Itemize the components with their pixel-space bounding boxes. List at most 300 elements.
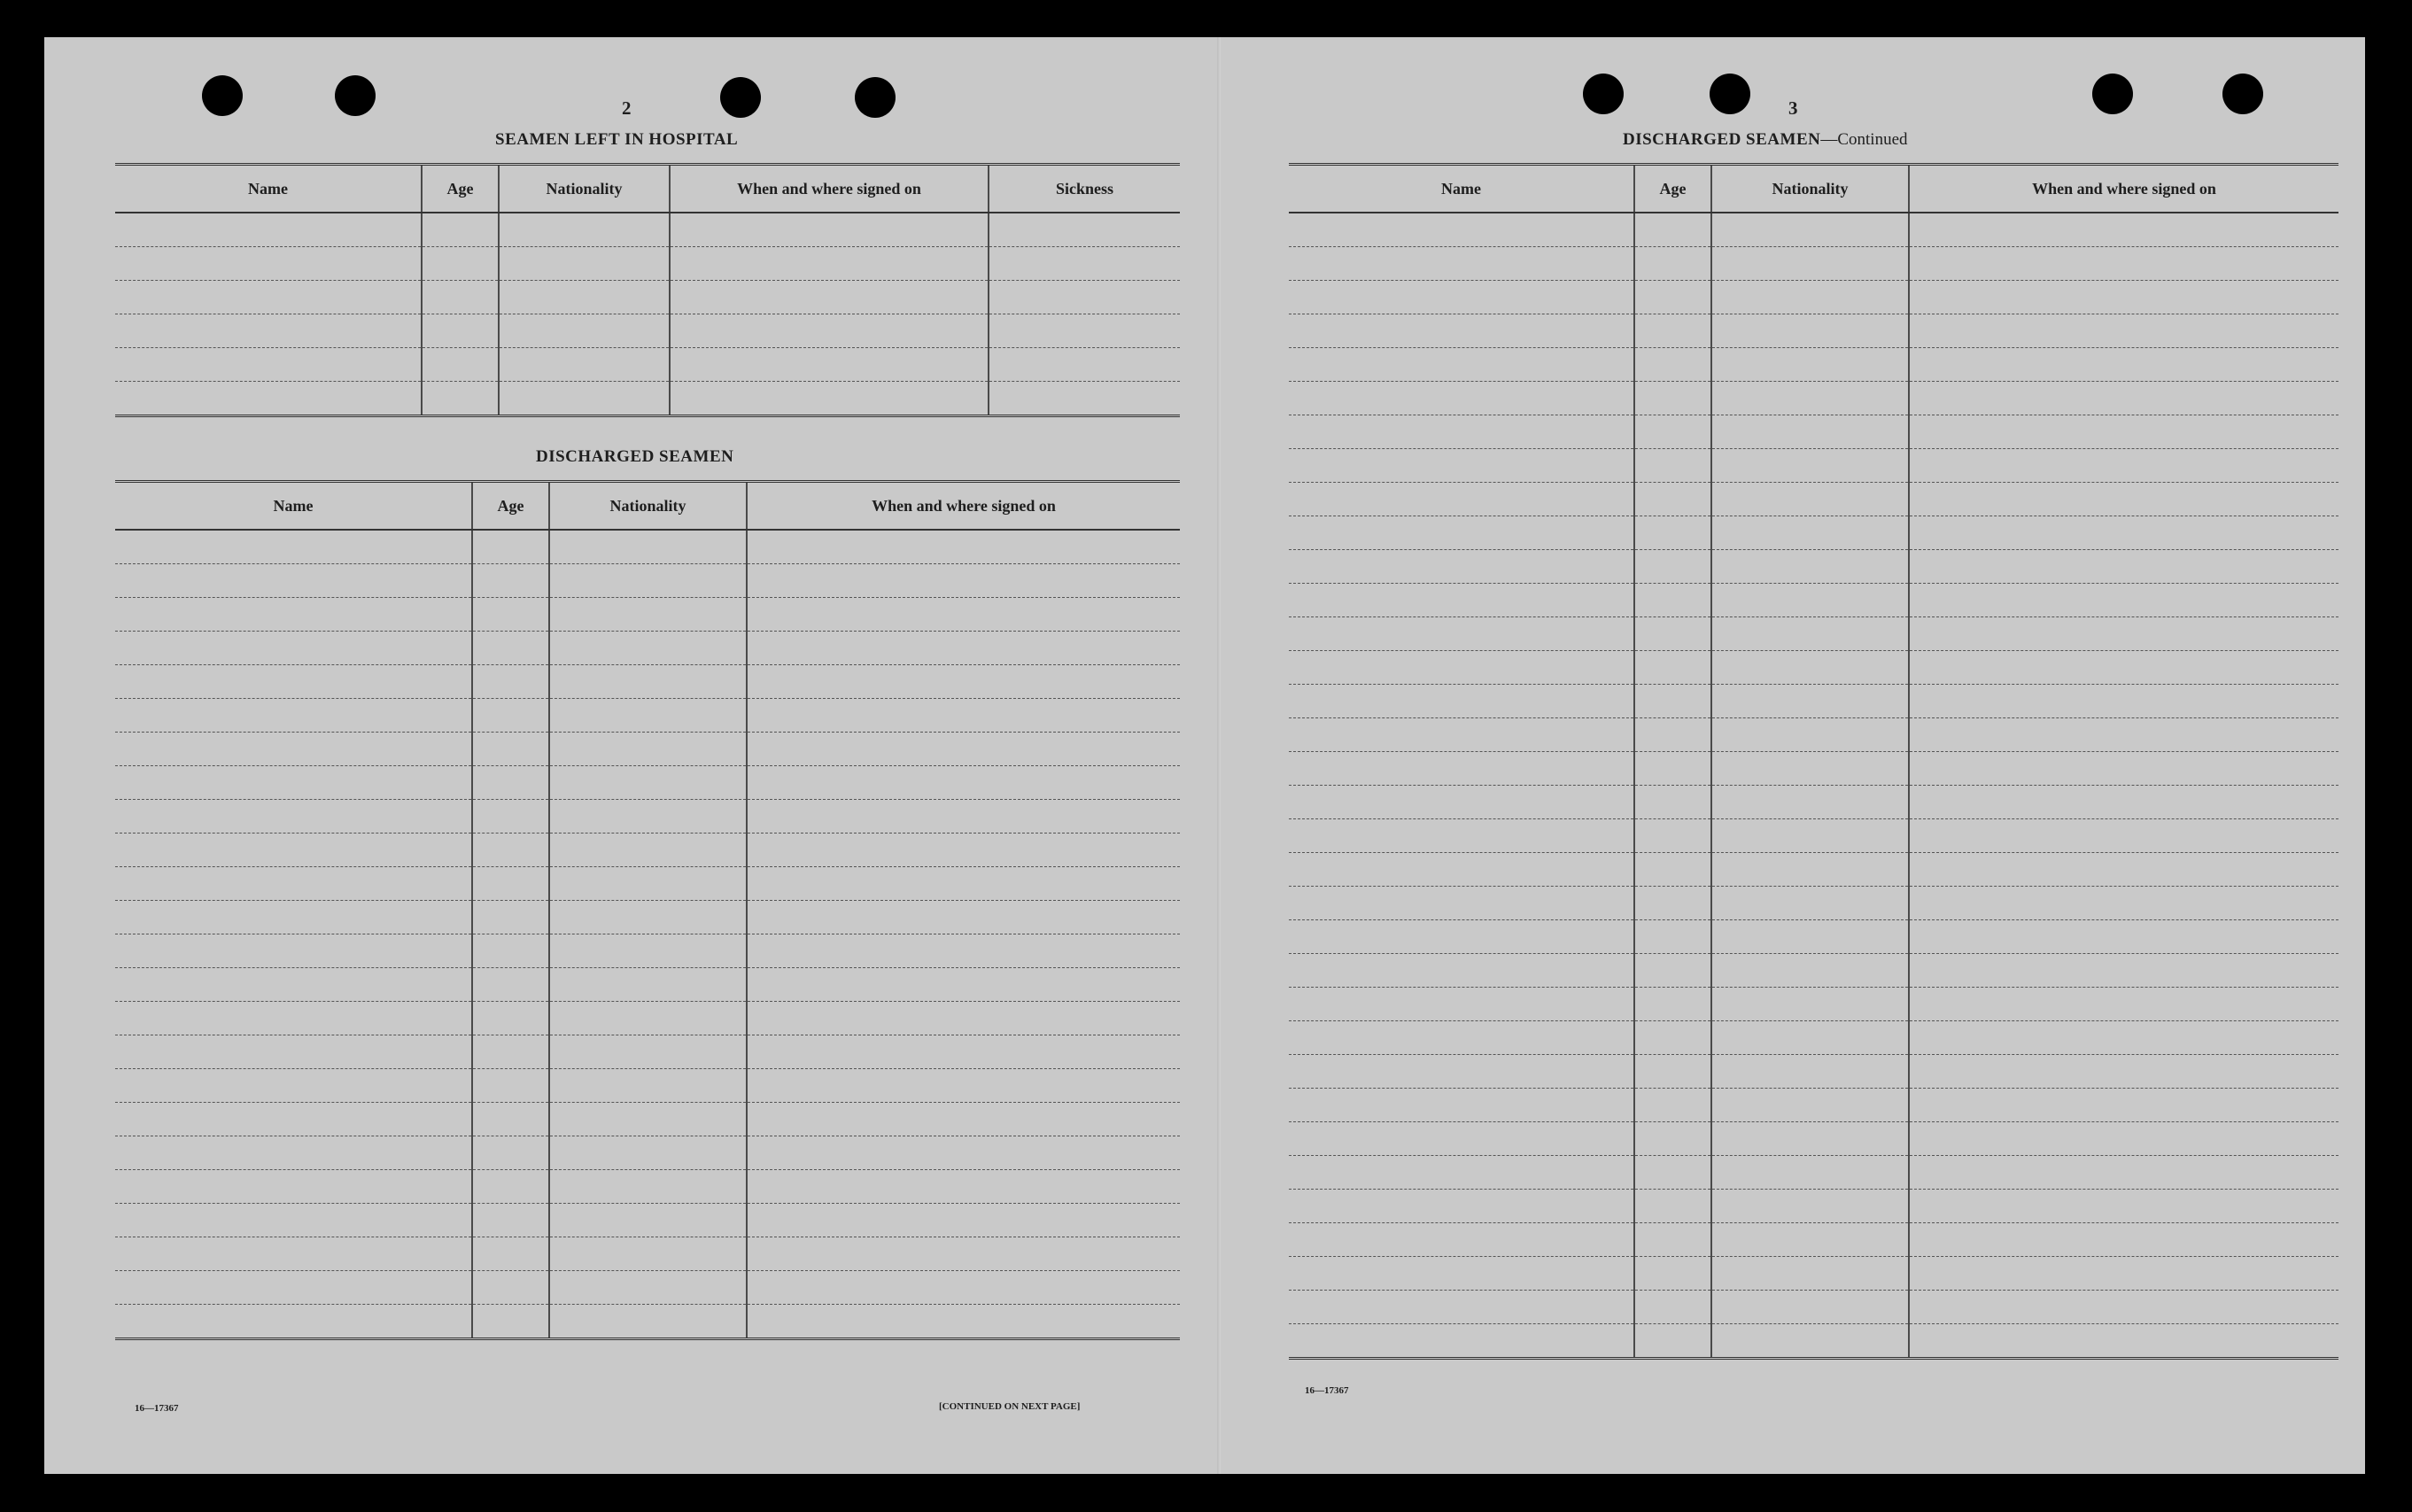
table-cell [115,1237,472,1271]
punch-hole [1583,74,1624,114]
table-cell [422,213,499,247]
table-cell [1711,819,1909,853]
table-cell [1289,483,1634,516]
table-row [115,1136,1180,1170]
table-row [115,1170,1180,1204]
table-cell [1289,281,1634,314]
table-cell [989,213,1180,247]
table-cell [1289,920,1634,954]
table-cell [1909,1055,2338,1089]
table-cell [747,1170,1180,1204]
table-cell [472,564,549,598]
table-row [115,598,1180,632]
table-cell [1711,550,1909,584]
table-cell [670,348,989,382]
hospital-section-title: SEAMEN LEFT IN HOSPITAL [495,130,739,149]
table-cell [115,598,472,632]
table-row [1289,1122,2338,1156]
table-cell [1289,415,1634,449]
table-row [115,733,1180,766]
table-cell [1634,348,1711,382]
table-cell [1634,752,1711,786]
table-row [115,1002,1180,1035]
table-cell [472,1002,549,1035]
table-cell [1909,382,2338,415]
table-cell [1909,1257,2338,1291]
table-cell [1909,718,2338,752]
table-row [115,901,1180,934]
table-cell [472,1204,549,1237]
table-cell [1711,516,1909,550]
table-cell [747,598,1180,632]
table-cell [115,699,472,733]
table-row [115,1204,1180,1237]
table-cell [115,1204,472,1237]
table-cell [1289,1257,1634,1291]
table-cell [747,1271,1180,1305]
column-header: Nationality [549,482,747,531]
table-row [1289,1156,2338,1190]
table-cell [747,1035,1180,1069]
table-cell [1634,1156,1711,1190]
discharged-seamen-table [115,480,1180,1340]
table-cell [472,834,549,867]
table-cell [115,1035,472,1069]
table-row [115,800,1180,834]
table-cell [472,934,549,968]
table-row [115,314,1180,348]
table-cell [747,530,1180,564]
column-header: When and where signed on [747,482,1180,531]
table-cell [499,247,670,281]
table-cell [1634,382,1711,415]
column-header: Name [1289,165,1634,213]
table-cell [670,247,989,281]
table-cell [1711,1089,1909,1122]
table-cell [1909,1324,2338,1359]
table-row [1289,1324,2338,1359]
table-cell [115,968,472,1002]
table-row [115,382,1180,416]
table-cell [1634,247,1711,281]
table-row [1289,954,2338,988]
table-cell [1634,1055,1711,1089]
table-row [1289,382,2338,415]
table-cell [549,598,747,632]
table-cell [472,968,549,1002]
table-cell [549,1170,747,1204]
table-cell [747,867,1180,901]
table-cell [472,1069,549,1103]
table-cell [472,1271,549,1305]
table-cell [115,733,472,766]
table-cell [472,766,549,800]
table-cell [1711,584,1909,617]
table-row [115,1305,1180,1339]
table-row [1289,550,2338,584]
column-header: When and where signed on [1909,165,2338,213]
continued-suffix: —Continued [1820,130,1908,149]
table-cell [747,699,1180,733]
table-cell [1289,752,1634,786]
table-cell [1634,988,1711,1021]
table-cell [1711,1291,1909,1324]
table-cell [549,564,747,598]
table-cell [1909,920,2338,954]
table-cell [115,530,472,564]
table-cell [549,665,747,699]
table-cell [670,213,989,247]
table-cell [1711,247,1909,281]
table-row [115,867,1180,901]
discharged-continued-section-title [1623,130,1908,150]
table-cell [747,564,1180,598]
table-cell [1634,483,1711,516]
discharged-seamen-continued-table [1289,163,2338,1360]
table-cell [472,1103,549,1136]
table-cell [1289,853,1634,887]
table-cell [499,213,670,247]
table-cell [1711,449,1909,483]
table-row [1289,1089,2338,1122]
table-cell [549,1069,747,1103]
table-cell [1289,348,1634,382]
table-cell [549,632,747,665]
table-cell [1289,651,1634,685]
table-cell [115,665,472,699]
table-row [115,1069,1180,1103]
table-cell [549,934,747,968]
table-cell [422,382,499,416]
table-cell [747,901,1180,934]
table-cell [499,348,670,382]
table-cell [1289,213,1634,247]
table-row [115,934,1180,968]
table-cell [1289,1291,1634,1324]
table-cell [747,766,1180,800]
seamen-left-in-hospital-table [115,163,1180,417]
table-cell [549,1204,747,1237]
table-cell [1289,617,1634,651]
table-cell [549,800,747,834]
table-row [1289,1257,2338,1291]
table-cell [1711,752,1909,786]
table-cell [115,1069,472,1103]
table-cell [1711,988,1909,1021]
table-cell [472,800,549,834]
table-cell [115,1103,472,1136]
table-cell [1634,1190,1711,1223]
table-cell [1711,348,1909,382]
column-header: Age [472,482,549,531]
table-row [115,699,1180,733]
table-cell [1634,853,1711,887]
continued-on-next-page-note: [CONTINUED ON NEXT PAGE] [939,1401,1081,1412]
table-cell [1634,718,1711,752]
table-cell [549,1103,747,1136]
table-cell [1909,247,2338,281]
table-row [1289,483,2338,516]
table-cell [1909,685,2338,718]
discharged-section-title: DISCHARGED SEAMEN [536,447,734,466]
table-cell [1289,516,1634,550]
table-cell [549,733,747,766]
table-cell [1711,1324,1909,1359]
table-cell [115,632,472,665]
table-cell [1909,1223,2338,1257]
table-cell [1711,954,1909,988]
table-cell [1711,1223,1909,1257]
table-cell [1634,685,1711,718]
table-cell [1909,1089,2338,1122]
table-cell [747,934,1180,968]
table-row [1289,1021,2338,1055]
table-cell [989,382,1180,416]
table-cell [115,247,422,281]
table-cell [747,1002,1180,1035]
table-cell [670,281,989,314]
table-cell [472,1136,549,1170]
table-cell [747,800,1180,834]
column-header: Nationality [1711,165,1909,213]
table-cell [1909,516,2338,550]
table-cell [1909,954,2338,988]
table-cell [989,314,1180,348]
table-cell [549,766,747,800]
table-cell [115,348,422,382]
table-cell [499,281,670,314]
table-cell [747,1136,1180,1170]
table-cell [747,1204,1180,1237]
table-cell [1289,786,1634,819]
table-cell [1909,819,2338,853]
page-number: 3 [1788,97,1798,119]
table-cell [989,247,1180,281]
table-cell [1634,651,1711,685]
column-header: Name [115,482,472,531]
table-row [1289,314,2338,348]
table-row [1289,988,2338,1021]
page-number: 2 [622,97,632,119]
table-cell [422,247,499,281]
table-row [1289,348,2338,382]
table-cell [747,1069,1180,1103]
table-row [115,530,1180,564]
table-cell [549,834,747,867]
table-cell [1909,449,2338,483]
table-cell [1909,1291,2338,1324]
table-cell [472,632,549,665]
punch-hole [335,75,376,116]
table-cell [115,1002,472,1035]
table-cell [1634,415,1711,449]
table-cell [115,901,472,934]
table-cell [549,901,747,934]
table-cell [1711,786,1909,819]
table-cell [499,382,670,416]
table-cell [1634,584,1711,617]
table-cell [1289,988,1634,1021]
table-cell [1909,550,2338,584]
punch-hole [720,77,761,118]
table-cell [1634,1021,1711,1055]
table-cell [747,1103,1180,1136]
column-header: Age [1634,165,1711,213]
table-cell [1634,786,1711,819]
table-cell [1634,1257,1711,1291]
punch-hole [2092,74,2133,114]
table-row [115,766,1180,800]
table-cell [1289,887,1634,920]
table-cell [1634,954,1711,988]
table-cell [472,1035,549,1069]
table-cell [472,1237,549,1271]
table-cell [1634,1089,1711,1122]
table-cell [422,281,499,314]
table-row [115,1237,1180,1271]
table-cell [422,314,499,348]
punch-hole [855,77,896,118]
table-cell [549,867,747,901]
table-cell [1909,853,2338,887]
table-cell [1909,584,2338,617]
table-cell [1711,718,1909,752]
table-cell [1909,887,2338,920]
table-row [1289,853,2338,887]
table-cell [472,699,549,733]
table-cell [115,1136,472,1170]
table-cell [549,1305,747,1339]
punch-hole [202,75,243,116]
table-cell [115,1170,472,1204]
table-cell [1289,1021,1634,1055]
form-code: 16—17367 [1305,1385,1349,1396]
table-cell [1634,314,1711,348]
table-cell [1289,449,1634,483]
table-cell [1634,516,1711,550]
table-cell [1634,449,1711,483]
table-cell [1711,1021,1909,1055]
table-cell [1711,382,1909,415]
table-cell [1909,617,2338,651]
column-header: Sickness [989,165,1180,213]
table-cell [1711,920,1909,954]
table-cell [1711,1156,1909,1190]
table-cell [1711,483,1909,516]
table-row [1289,617,2338,651]
table-cell [499,314,670,348]
table-row [1289,281,2338,314]
table-cell [1289,718,1634,752]
table-cell [1289,1190,1634,1223]
table-row [115,665,1180,699]
table-row [1289,887,2338,920]
table-row [1289,247,2338,281]
table-cell [747,834,1180,867]
table-cell [1909,1190,2338,1223]
table-cell [747,632,1180,665]
table-row [115,348,1180,382]
table-cell [549,1002,747,1035]
table-cell [1711,1055,1909,1089]
table-cell [115,867,472,901]
table-cell [115,834,472,867]
table-row [1289,584,2338,617]
table-cell [549,1136,747,1170]
table-cell [1711,213,1909,247]
table-cell [747,733,1180,766]
table-row [1289,752,2338,786]
document-paper [44,37,2365,1474]
table-cell [1909,786,2338,819]
table-cell [1634,617,1711,651]
table-row [115,213,1180,247]
table-row [115,247,1180,281]
table-row [1289,1223,2338,1257]
table-cell [1909,651,2338,685]
table-cell [1711,314,1909,348]
table-cell [1909,1156,2338,1190]
table-cell [1634,920,1711,954]
table-cell [1289,1324,1634,1359]
table-row [1289,449,2338,483]
table-cell [747,1237,1180,1271]
table-cell [549,530,747,564]
table-cell [549,1271,747,1305]
column-header: When and where signed on [670,165,989,213]
table-row [115,1103,1180,1136]
table-cell [1909,1021,2338,1055]
table-cell [115,1271,472,1305]
table-cell [1634,1122,1711,1156]
table-cell [1909,483,2338,516]
table-row [1289,786,2338,819]
table-row [1289,213,2338,247]
table-cell [549,968,747,1002]
table-row [115,968,1180,1002]
punch-hole [1710,74,1750,114]
table-cell [1634,819,1711,853]
table-cell [1289,1055,1634,1089]
table-cell [472,1305,549,1339]
discharged-continued-title-text: DISCHARGED SEAMEN [1623,130,1821,149]
table-row [1289,685,2338,718]
table-cell [1634,1291,1711,1324]
table-cell [1289,550,1634,584]
table-row [115,632,1180,665]
table-row [1289,1055,2338,1089]
table-cell [1634,213,1711,247]
table-cell [115,281,422,314]
table-cell [1289,1223,1634,1257]
table-cell [1711,415,1909,449]
table-cell [1909,213,2338,247]
table-row [115,281,1180,314]
table-row [1289,1291,2338,1324]
table-cell [1909,348,2338,382]
table-row [1289,920,2338,954]
table-cell [549,1035,747,1069]
table-cell [115,382,422,416]
table-cell [472,530,549,564]
table-cell [472,733,549,766]
table-cell [1711,1257,1909,1291]
table-cell [115,1305,472,1339]
table-cell [1634,1324,1711,1359]
table-cell [1711,853,1909,887]
table-cell [1711,651,1909,685]
table-cell [1289,685,1634,718]
